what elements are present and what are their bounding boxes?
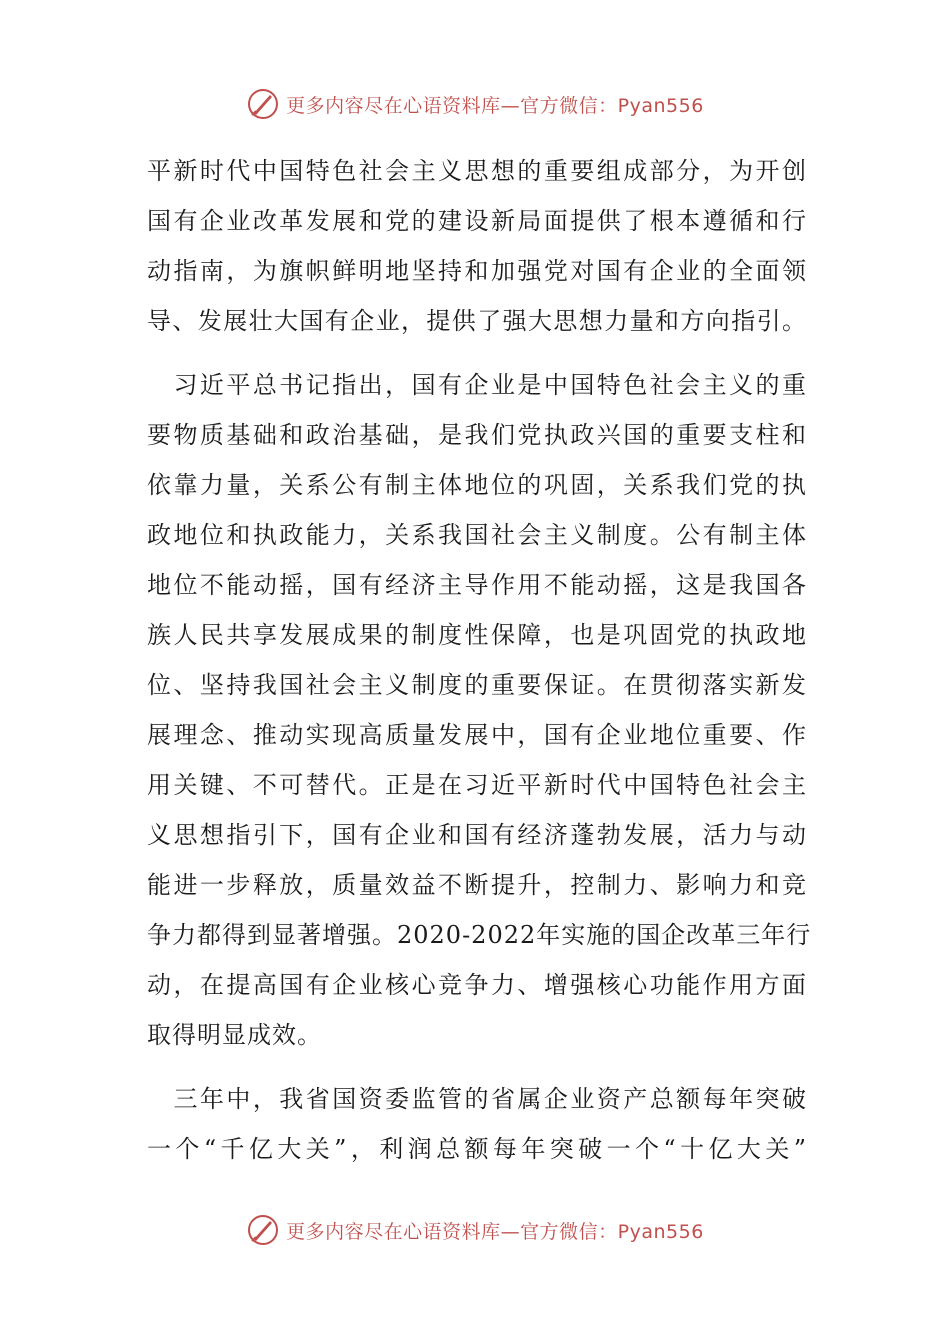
text-line: 取得明显成效。 xyxy=(147,1021,322,1049)
text-line: 动，在提高国有企业核心竞争力、增强核心功能作用方面 xyxy=(147,971,807,999)
header-banner-text: 更多内容尽在心语资料库—官方微信：Pyan556 xyxy=(286,94,704,117)
text-line: 用关键、不可替代。正是在习近平新时代中国特色社会主 xyxy=(147,771,807,799)
quill-logo-icon xyxy=(246,87,280,121)
text-line: 国有企业改革发展和党的建设新局面提供了根本遵循和行 xyxy=(147,207,807,235)
text-line: 族人民共享发展成果的制度性保障，也是巩固党的执政地 xyxy=(147,621,807,649)
text-line: 平新时代中国特色社会主义思想的重要组成部分，为开创 xyxy=(147,157,807,185)
paragraph xyxy=(147,1074,807,1174)
header-banner xyxy=(0,84,950,124)
text-line: 展理念、推动实现高质量发展中，国有企业地位重要、作 xyxy=(147,721,807,749)
text-line: 义思想指引下，国有企业和国有经济蓬勃发展，活力与动 xyxy=(147,821,807,849)
text-line: 政地位和执政能力，关系我国社会主义制度。公有制主体 xyxy=(147,521,807,549)
text-line: 地位不能动摇，国有经济主导作用不能动摇，这是我国各 xyxy=(147,571,807,599)
text-line: 动指南，为旗帜鲜明地坚持和加强党对国有企业的全面领 xyxy=(147,257,807,285)
text-line: 三年中，我省国资委监管的省属企业资产总额每年突破 xyxy=(147,1085,807,1113)
footer-banner xyxy=(0,1210,950,1250)
text-line: 依靠力量，关系公有制主体地位的巩固，关系我们党的执 xyxy=(147,471,807,499)
text-line: 要物质基础和政治基础，是我们党执政兴国的重要支柱和 xyxy=(147,421,807,449)
text-line: 一个“千亿大关”，利润总额每年突破一个“十亿大关” xyxy=(147,1135,807,1163)
text-line: 导、发展壮大国有企业，提供了强大思想力量和方向指引。 xyxy=(147,307,807,335)
text-line: 位、坚持我国社会主义制度的重要保证。在贯彻落实新发 xyxy=(147,671,807,699)
paragraph xyxy=(147,146,807,346)
document-body xyxy=(147,146,812,1174)
footer-banner-text: 更多内容尽在心语资料库—官方微信：Pyan556 xyxy=(286,1220,704,1243)
text-line: 争力都得到显著增强。2020-2022年实施的国企改革三年行 xyxy=(147,921,812,949)
paragraph xyxy=(147,360,812,1060)
quill-logo-icon xyxy=(246,1213,280,1247)
text-line: 能进一步释放，质量效益不断提升，控制力、影响力和竞 xyxy=(147,871,807,899)
text-line: 习近平总书记指出，国有企业是中国特色社会主义的重 xyxy=(147,371,807,399)
